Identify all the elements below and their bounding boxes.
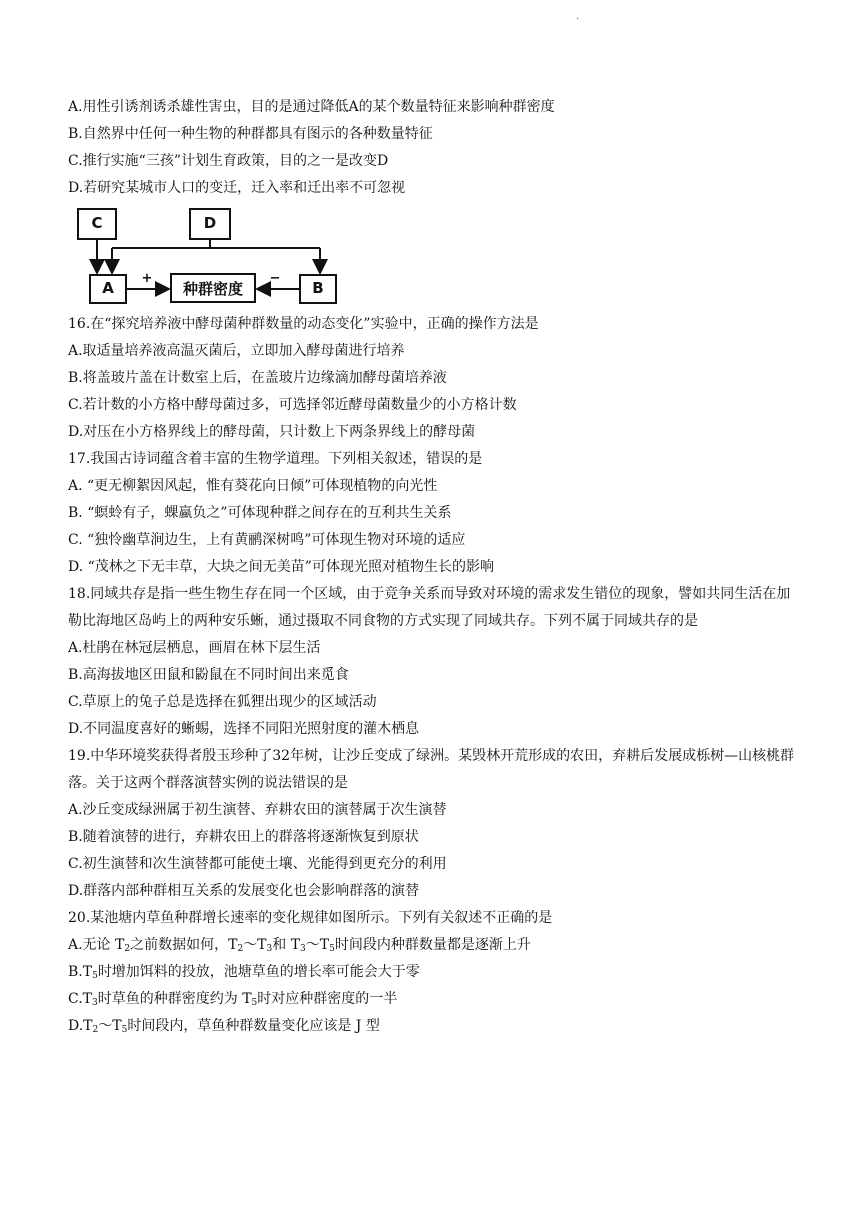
q16-option-d: D.对压在小方格界线上的酵母菌，只计数上下两条界线上的酵母菌: [68, 424, 476, 440]
q17-option-b: B. “螟蛉有子，蜾蠃负之”可体现种群之间存在的互利共生关系: [68, 505, 452, 521]
population-density-diagram: [68, 207, 358, 305]
question-17: [68, 446, 798, 581]
question-15: [68, 94, 798, 305]
box-b-label: B: [312, 279, 324, 297]
question-sheet: [68, 94, 798, 1040]
header-mark: ·: [576, 14, 580, 25]
q17-option-a: A. “更无柳絮因风起，惟有葵花向日倾”可体现植物的向光性: [68, 478, 438, 494]
question-19: [68, 743, 798, 905]
box-center-label: 种群密度: [182, 280, 243, 298]
q19-option-c: C.初生演替和次生演替都可能使土壤、光能得到更充分的利用: [68, 856, 447, 872]
q16-option-a: A.取适量培养液高温灭菌后，立即加入酵母菌进行培养: [68, 343, 405, 359]
q17-option-d: D. “茂林之下无丰草，大块之间无美苗”可体现光照对植物生长的影响: [68, 559, 494, 575]
q16-option-b: B.将盖玻片盖在计数室上后，在盖玻片边缘滴加酵母菌培养液: [68, 370, 447, 386]
q19-stem: 19.中华环境奖获得者殷玉珍种了32年树，让沙丘变成了绿洲。某毁林开荒形成的农田，弃耕后发展成栎树—山核桃群落。关于这两个群落演替实例的说法错误的是: [68, 748, 795, 791]
q16-option-c: C.若计数的小方格中酵母菌过多，可选择邻近酵母菌数量少的小方格计数: [68, 397, 517, 413]
q18-option-b: B.高海拔地区田鼠和鼢鼠在不同时间出来觅食: [68, 667, 349, 683]
q17-option-c: C. “独怜幽草涧边生，上有黄鹂深树鸣”可体现生物对环境的适应: [68, 532, 466, 548]
q15-option-b: B.自然界中任何一种生物的种群都具有图示的各种数量特征: [68, 126, 433, 142]
q19-option-d: D.群落内部种群相互关系的发展变化也会影响群落的演替: [68, 883, 420, 899]
q19-option-a: A.沙丘变成绿洲属于初生演替、弃耕农田的演替属于次生演替: [68, 802, 447, 818]
minus-sign: −: [269, 271, 281, 286]
q19-option-b: B.随着演替的进行，弃耕农田上的群落将逐渐恢复到原状: [68, 829, 419, 845]
q15-option-d: D.若研究某城市人口的变迁，迁入率和迁出率不可忽视: [68, 180, 406, 196]
question-20: [68, 905, 798, 1040]
q20-stem: 20.某池塘内草鱼种群增长速率的变化规律如图所示。下列有关叙述不正确的是: [68, 910, 553, 926]
box-a-label: A: [102, 279, 114, 297]
box-d-label: D: [203, 214, 217, 232]
q20-option-b: $B.T_5$时增加饵料的投放，池塘草鱼的增长率可能会大于零: [68, 964, 420, 981]
q17-stem: 17.我国古诗词蕴含着丰富的生物学道理。下列相关叙述，错误的是: [68, 451, 483, 467]
q18-stem: 18.同域共存是指一些生物生存在同一个区域，由于竞争关系而导致对环境的需求发生错位的现象，譬如共同生活在加勒比海地区岛屿上的两种安乐蜥，通过摄取不同食物的方式实现了同域共存。下列不属于同域共存的是: [68, 586, 791, 629]
q18-option-d: D.不同温度喜好的蜥蜴，选择不同阳光照射度的灌木栖息: [68, 721, 420, 737]
q15-option-c: C.推行实施“三孩”计划生育政策，目的之一是改变D: [68, 153, 389, 169]
q18-option-a: A.杜鹃在林冠层栖息，画眉在林下层生活: [68, 640, 321, 656]
question-18: [68, 581, 798, 743]
q20-option-a: A.无论 $T_2$之前数据如何，$T_2\sim T_3$和 $T_3\sim T_5$时间段内种群数量都是逐渐上升: [68, 937, 531, 954]
q18-option-c: C.草原上的兔子总是选择在狐狸出现少的区域活动: [68, 694, 377, 710]
plus-sign: +: [141, 271, 153, 286]
q15-option-a: A.用性引诱剂诱杀雄性害虫，目的是通过降低A的某个数量特征来影响种群密度: [68, 99, 555, 115]
box-c-label: C: [91, 214, 103, 232]
q20-option-d: $D.T_2\sim T_5$时间段内，草鱼种群数量变化应该是 J 型: [68, 1018, 380, 1035]
question-16: [68, 311, 798, 446]
q20-option-c: $C.T_3$时草鱼的种群密度约为 $T_5$时对应种群密度的一半: [68, 991, 398, 1008]
q16-stem: 16.在“探究培养液中酵母菌种群数量的动态变化”实验中，正确的操作方法是: [68, 316, 539, 332]
